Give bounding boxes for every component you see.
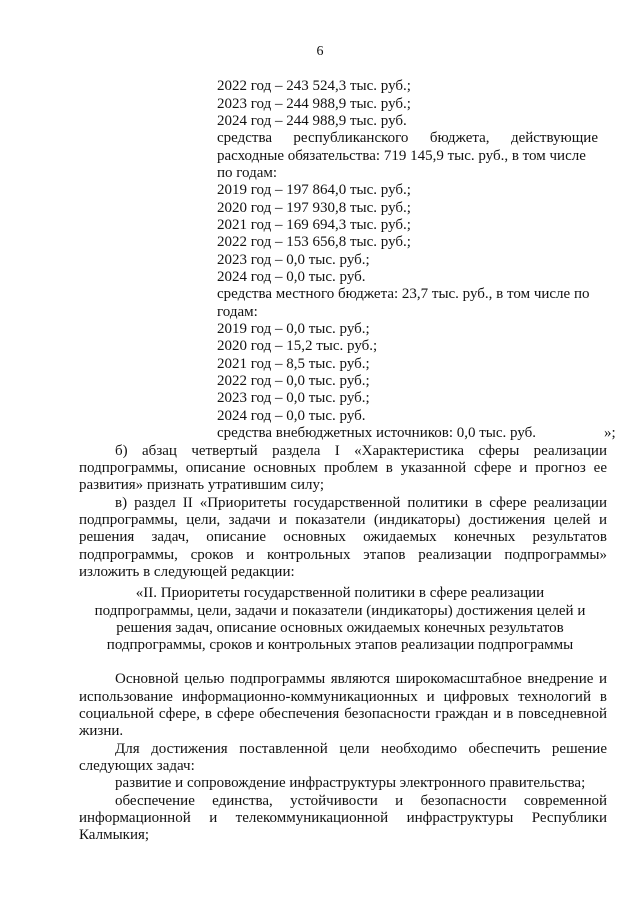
para-v-line: подпрограммы, сроков и контрольных этапов реализации подпрограммы» (79, 547, 607, 563)
republican-year-line: 2021 год – 169 694,3 тыс. руб.; (217, 217, 411, 233)
para-b-line: развития» признать утратившим силу; (79, 477, 324, 493)
local-year-line: 2022 год – 0,0 тыс. руб.; (217, 373, 370, 389)
local-year-line: 2020 год – 15,2 тыс. руб.; (217, 338, 378, 354)
body-line: Калмыкия; (79, 827, 150, 843)
body-line: Основной целью подпрограммы являются широкомасштабное внедрение и (115, 671, 607, 687)
local-intro-line: средства местного бюджета: 23,7 тыс. руб., в том числе по (217, 286, 590, 302)
section-heading-line: подпрограммы, цели, задачи и показатели (индикаторы) достижения целей и (94, 603, 586, 619)
para-b-line: подпрограммы, описание основных проблем в указанной сфере и прогноз ее (79, 460, 607, 476)
body-line: Для достижения поставленной цели необходимо обеспечить решение (115, 741, 607, 757)
republican-year-line: 2020 год – 197 930,8 тыс. руб.; (217, 200, 411, 216)
section-heading-line: решения задач, описание основных ожидаемых конечных результатов (116, 620, 564, 636)
para-b-line: б) абзац четвертый раздела I «Характеристика сферы реализации (115, 443, 607, 459)
local-year-line: 2024 год – 0,0 тыс. руб. (217, 408, 366, 424)
para-v-line: решения задач, описание основных ожидаемых конечных результатов (79, 529, 607, 545)
body-line: использование информационно-коммуникационных и цифровых технологий в (79, 689, 607, 705)
republican-year-line: 2019 год – 197 864,0 тыс. руб.; (217, 182, 411, 198)
body-line: социальной сфере, в сфере обеспечения безопасности граждан и в повседневной (79, 706, 607, 722)
republican-year-line: 2023 год – 0,0 тыс. руб.; (217, 252, 370, 268)
extrabudget-line: средства внебюджетных источников: 0,0 тыс. руб. (217, 425, 537, 441)
funding-line: 2023 год – 244 988,9 тыс. руб.; (217, 96, 411, 112)
para-v-line: подпрограммы, цели, задачи и показатели (индикаторы) достижения целей и (79, 512, 607, 528)
local-year-line: 2023 год – 0,0 тыс. руб.; (217, 390, 370, 406)
para-v-line: в) раздел II «Приоритеты государственной политики в сфере реализации (115, 495, 607, 511)
funding-line: 2024 год – 244 988,9 тыс. руб. (217, 113, 407, 129)
section-heading-line: подпрограммы, сроков и контрольных этапов реализации подпрограммы (106, 637, 574, 653)
local-intro-line: годам: (217, 304, 258, 320)
funding-line: 2022 год – 243 524,3 тыс. руб.; (217, 78, 411, 94)
local-year-line: 2019 год – 0,0 тыс. руб.; (217, 321, 370, 337)
page-number: 6 (316, 44, 324, 59)
section-heading-line: «II. Приоритеты государственной политики в сфере реализации (135, 585, 545, 601)
para-v-line: изложить в следующей редакции: (79, 564, 295, 580)
republican-intro-line: расходные обязательства: 719 145,9 тыс. руб., в том числе (217, 148, 586, 164)
local-year-line: 2021 год – 8,5 тыс. руб.; (217, 356, 370, 372)
body-line: жизни. (79, 723, 124, 739)
body-line: следующих задач: (79, 758, 195, 774)
republican-intro-line: по годам: (217, 165, 278, 181)
body-line: обеспечение единства, устойчивости и безопасности современной (115, 793, 607, 809)
body-line: информационной и телекоммуникационной инфраструктуры Республики (79, 810, 607, 826)
body-line: развитие и сопровождение инфраструктуры электронного правительства; (115, 775, 586, 791)
closing-quote: »; (604, 425, 616, 441)
republican-year-line: 2022 год – 153 656,8 тыс. руб.; (217, 234, 411, 250)
republican-intro-line: средства республиканского бюджета, действующие (217, 130, 598, 146)
republican-year-line: 2024 год – 0,0 тыс. руб. (217, 269, 366, 285)
